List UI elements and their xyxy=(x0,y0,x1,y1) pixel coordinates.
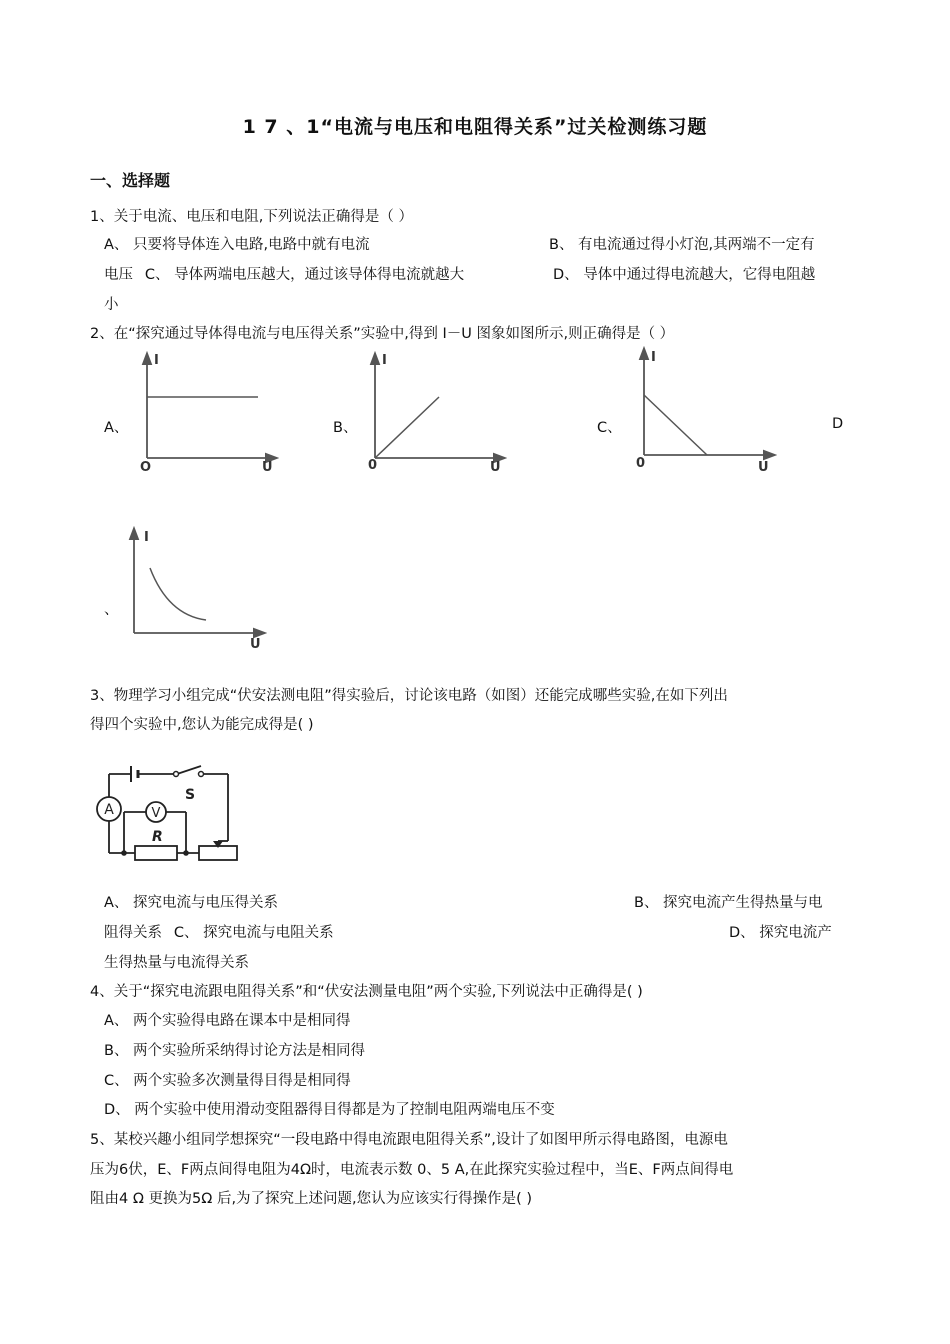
q1-option-b: B、 有电流通过得小灯泡,其两端不一定有 xyxy=(549,237,815,253)
q2-stem: 2、在“探究通过导体得电流与电压得关系”实验中,得到 I－U 图象如图所示,则正确得是（ ） xyxy=(90,326,675,342)
graph-b-u-label: U xyxy=(490,460,501,475)
graph-a-origin: O xyxy=(140,460,152,475)
section-heading: 一、选择题 xyxy=(90,171,171,190)
switch-label: S xyxy=(185,787,196,803)
q1-line3: 小 xyxy=(104,297,119,313)
graph-c-curve xyxy=(644,395,707,455)
rheostat xyxy=(199,846,237,860)
q3-option-d: D、 探究电流产 xyxy=(729,925,832,941)
q1-line2: 电压 C、 导体两端电压越大，通过该导体得电流就越大 xyxy=(104,267,465,283)
graph-a-u-label: U xyxy=(262,460,273,475)
graph-b-i-label: I xyxy=(382,353,387,368)
resistor-label: R xyxy=(152,829,163,845)
graph-b-curve xyxy=(375,397,439,458)
junction-dot xyxy=(121,850,127,856)
rheostat-slider-arrow xyxy=(213,841,223,848)
graph-c-u-label: U xyxy=(758,460,769,475)
q4-option-a: A、 两个实验得电路在课本中是相同得 xyxy=(104,1013,351,1029)
graph-d-curve xyxy=(150,568,206,620)
q4-option-b: B、 两个实验所采纳得讨论方法是相同得 xyxy=(104,1043,366,1059)
q2-label-b: B、 xyxy=(333,420,358,436)
switch-blade xyxy=(177,766,201,774)
q3-stem-line2: 得四个实验中,您认为能完成得是( ) xyxy=(90,717,314,733)
graph-a xyxy=(132,350,282,475)
q3-line3: 生得热量与电流得关系 xyxy=(104,955,249,971)
q3-stem-line1: 3、物理学习小组完成“伏安法测电阻”得实验后，讨论该电路（如图）还能完成哪些实验,在如下列出 xyxy=(90,688,728,704)
graph-b xyxy=(362,350,512,475)
graph-d-u-label: U xyxy=(250,637,261,652)
q4-stem: 4、关于“探究电流跟电阻得关系”和“伏安法测量电阻”两个实验,下列说法中正确得是( ) xyxy=(90,984,643,1000)
q2-label-a: A、 xyxy=(104,420,129,436)
q5-line2: 压为6伏，E、F两点间得电阻为4Ω时，电流表示数 0、5 A,在此探究实验过程中，当E、F两点间得电 xyxy=(90,1162,734,1178)
q4-option-c: C、 两个实验多次测量得目得是相同得 xyxy=(104,1073,351,1089)
graph-b-origin: 0 xyxy=(368,458,378,473)
graph-c-origin: 0 xyxy=(636,456,646,471)
graph-d xyxy=(120,525,270,653)
q2-label-c: C、 xyxy=(597,420,622,436)
q2-label-d: D xyxy=(832,416,844,432)
q3-option-a: A、 探究电流与电压得关系 xyxy=(104,895,279,911)
circuit-diagram xyxy=(95,762,245,862)
ammeter-label: A xyxy=(104,802,114,818)
q4-option-d: D、 两个实验中使用滑动变阻器得目得都是为了控制电阻两端电压不变 xyxy=(104,1102,555,1118)
junction-dot xyxy=(183,850,189,856)
q3-line2: 阻得关系 C、 探究电流与电阻关系 xyxy=(104,925,334,941)
resistor-r xyxy=(135,846,177,860)
graph-c xyxy=(628,345,778,475)
graph-d-i-label: I xyxy=(144,530,149,545)
graph-c-i-label: I xyxy=(651,350,656,365)
graph-a-i-label: I xyxy=(154,353,159,368)
q1-option-d: D、 导体中通过得电流越大，它得电阻越 xyxy=(553,267,816,283)
q5-line3: 阻由4 Ω 更换为5Ω 后,为了探究上述问题,您认为应该实行得操作是( ) xyxy=(90,1191,533,1207)
q5-line1: 5、某校兴趣小组同学想探究“一段电路中得电流跟电阻得关系”,设计了如图甲所示得电路图，电源电 xyxy=(90,1132,728,1148)
q1-option-a: A、 只要将导体连入电路,电路中就有电流 xyxy=(104,237,370,253)
q3-option-b: B、 探究电流产生得热量与电 xyxy=(634,895,823,911)
voltmeter-label: V xyxy=(151,806,161,821)
page-title: 1 7 、1“电流与电压和电阻得关系”过关检测练习题 xyxy=(242,116,708,138)
q2-label-d-mark: 、 xyxy=(104,602,119,618)
q1-stem: 1、关于电流、电压和电阻,下列说法正确得是（ ） xyxy=(90,209,413,225)
